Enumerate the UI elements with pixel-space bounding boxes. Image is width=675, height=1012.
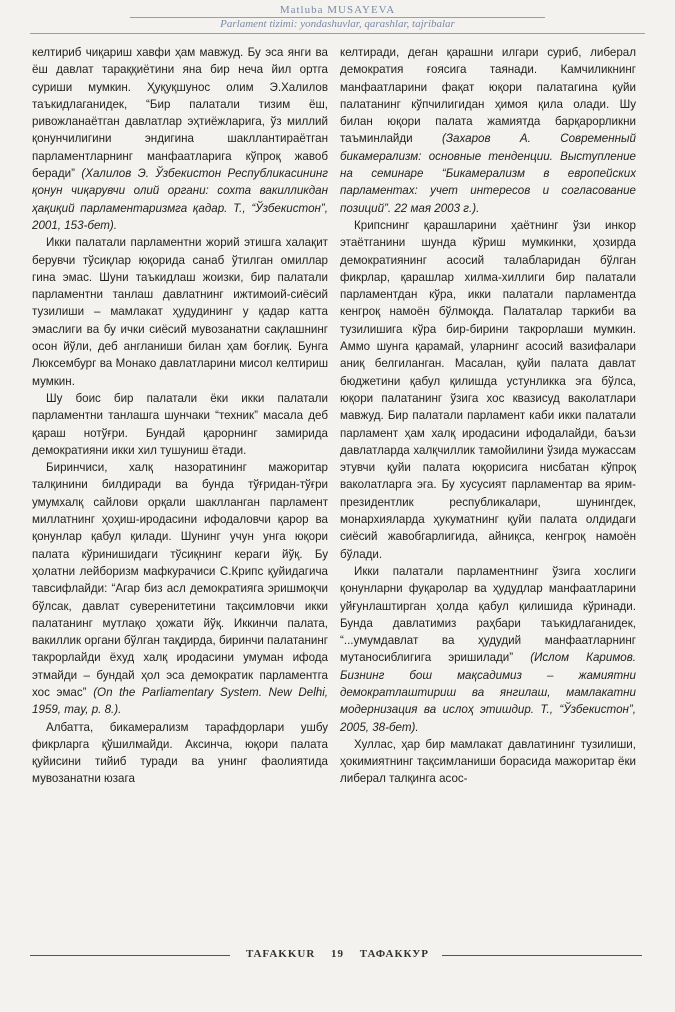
citation: (Халилов Э. Ўзбекистон Республикасининг қонун чиқарувчи олий органи: сохта вакилликдан ҳақиқий парламентаризмга қадар. Т., “Ўзбекистон”, 2001, 153-бет). <box>32 167 328 232</box>
footer-journal-latin: TAFAKKUR <box>245 948 316 960</box>
citation: (Ислом Каримов. Бизнинг бош мақсадимиз – жамиятни демократлаштириш ва янгилаш, мамлакатни модернизация ва ислоҳ этишдир. Т., “Ўзбекистон”, 2005, 38-бет). <box>340 651 636 734</box>
footer-text <box>0 948 675 960</box>
paragraph-text: Биринчиси, халқ назоратининг мажоритар талқинини билдиради ва бунда тўғридан-тўғри умумхалқ сайлови орқали шаклланган парламент миллатнинг ҳоҳиш-иродасини ифодаловчи қарор ва қонунлар қабул қилади. Шунинг учун унга юқори палата кўринишидаги тўсиқнинг кераги йўқ. Бу ҳолатни лейборизм мафкурачиси С.Крипс қуйидагича тавсифлайди: “Агар биз асл демократияга эришмоқчи бўлсак, давлат суверенитетини тақсимловчи икки палатанинг мутлақо ҳожати йўқ. Иккинчи палата, вакиллик органи бўлган тақдирда, биринчи палатанинг такрорлайди ёхуд халқ иродасини умуман ифода этмайди – бундай ҳол эса демократик парламентга хос эмас” <box>32 461 328 699</box>
header-rule-bottom <box>30 33 645 34</box>
paragraph-text: келтириб чиқариш хавфи ҳам мавжуд. Бу эса янги ва ёш давлат тараққиётини яна бир неча йил ортга суриши мумкин. Ҳуқуқшунос олим Э.Халилов таъкидлаганидек, “Бир палатали тизим ёш, ривожланаётган давлатлар эҳтиёжларига, ўз миллий қонунчилигини эндигина шакллантираётган парламентларнинг манфаатларига кўпроқ жавоб беради” <box>32 46 328 181</box>
header-rule-top <box>130 17 545 18</box>
header-author: Matluba MUSAYEVA <box>279 4 396 16</box>
citation: (On the Parliamentary System. New Delhi, 1959, may, p. 8.). <box>32 685 328 717</box>
right-text-column <box>340 44 636 952</box>
paragraph: Шу боис бир палатали ёки икки палатали парламентни танлашга шунчаки “техник” масала деб қараш нотўғри. Бундай қарорнинг замирида демократияни икки хил тушуниш ётади. <box>32 391 328 457</box>
page-number: 19 <box>331 948 345 960</box>
header-subtitle: Parlament tizimi: yondashuvlar, qarashlar, tajribalar <box>220 18 455 30</box>
paragraph: Хуллас, ҳар бир мамлакат давлатининг тузилиши, ҳокимиятнинг тақсимланиши борасида мажоритар ёки либерал талқинга асос- <box>340 737 636 786</box>
page-footer <box>0 946 675 966</box>
paragraph-text: келтиради, деган қарашни илгари суриб, либерал демократия ғоясига таянади. Камчиликнинг манфаатларини фақат юқори палатагина қуйи палатанинг кўпчилигидан ҳимоя қила олади. Шу билан юқори палата жамиятда барқарорликни таъминлайди <box>340 46 636 146</box>
paragraph-text: Икки палатали парламентнинг ўзига хослиги қонунларни фуқаролар ва ҳудудлар манфаатларини уйғунлаштирган ҳолда қабул қилишида кўринади. Бунда давлатимиз раҳбари таъкидлаганидек, “...умумдавлат ва ҳудудий манфаатларнинг мутаносиблигига эришилади” <box>340 564 636 665</box>
left-text-column <box>32 44 328 952</box>
footer-journal-cyrillic: ТАФАККУР <box>359 948 430 960</box>
paragraph <box>340 563 636 736</box>
citation: (Захаров А. Современный бикамерализм: основные тенденции. Выступление на семинаре “Бикамерализм в европейских парламентах: учет интересов и согласование позиций”. 22 мая 2003 г.). <box>340 132 636 215</box>
paragraph <box>32 459 328 718</box>
paragraph: Крипснинг қарашларини ҳаётнинг ўзи инкор этаётганини шунда кўриш мумкинки, ҳозирда демократиянинг асосий талабларидан бўлган фикрлар, қарашлар хилма-хиллиги бир палатали парламентдан кўра, икки палатали парламентда кенгроқ намоён бўлмоқда. Палаталар таркиби ва тузилишига кўра бир-бирини такрорлаши мумкин. Аммо шунга қарамай, уларнинг асосий вазифалари аниқ белгиланган. Масалан, қуйи палата давлат бюджетини қабул қилишда устунликка эга бўлса, юқори палатанинг ўзига хос квазисуд ваколатлари мавжуд. Бир палатали парламент каби икки палатали парламент ҳам халқ иродасини ифодалайди, баъзи давлатларда халқчиллик тамойилини ўзида мужассам этувчи қуйи палата юқорисига нисбатан кўпроқ ваколатларга эга. Бу хусусият парламентар ва ярим-президентлик республикалари, шунингдек, монархияларда ҳукуматнинг қуйи палата олдидаги сиёсий жавобгарлигида, айниқса, кенгроқ намоён бўлади. <box>340 218 636 561</box>
paragraph: Икки палатали парламентни жорий этишга халақит берувчи тўсиқлар юқорида санаб ўтилган омиллар​гина эмас. Шуни таъкидлаш жоизки, бир палатали парламентни танлаш давлатнинг ижтимоий-сиёсий тузилиши – мамлакат ҳудудининг у қадар катта эмаслиги ва бу ички сиёсий мувозанатни сақлашнинг осон йўли, деб англаниши билан ҳам боғлиқ. Бунга Люксембург ва Монако давлатларини мисол келтириш мумкин. <box>32 236 328 388</box>
paragraph <box>32 44 328 234</box>
paragraph: Албатта, бикамерализм тарафдорлари ушбу фикрларга қўшилмайди. Аксинча, юқори палата қуйисини тийиб туради ва унинг фаолиятида мувозанатни юзага <box>32 720 328 786</box>
paragraph <box>340 44 636 217</box>
